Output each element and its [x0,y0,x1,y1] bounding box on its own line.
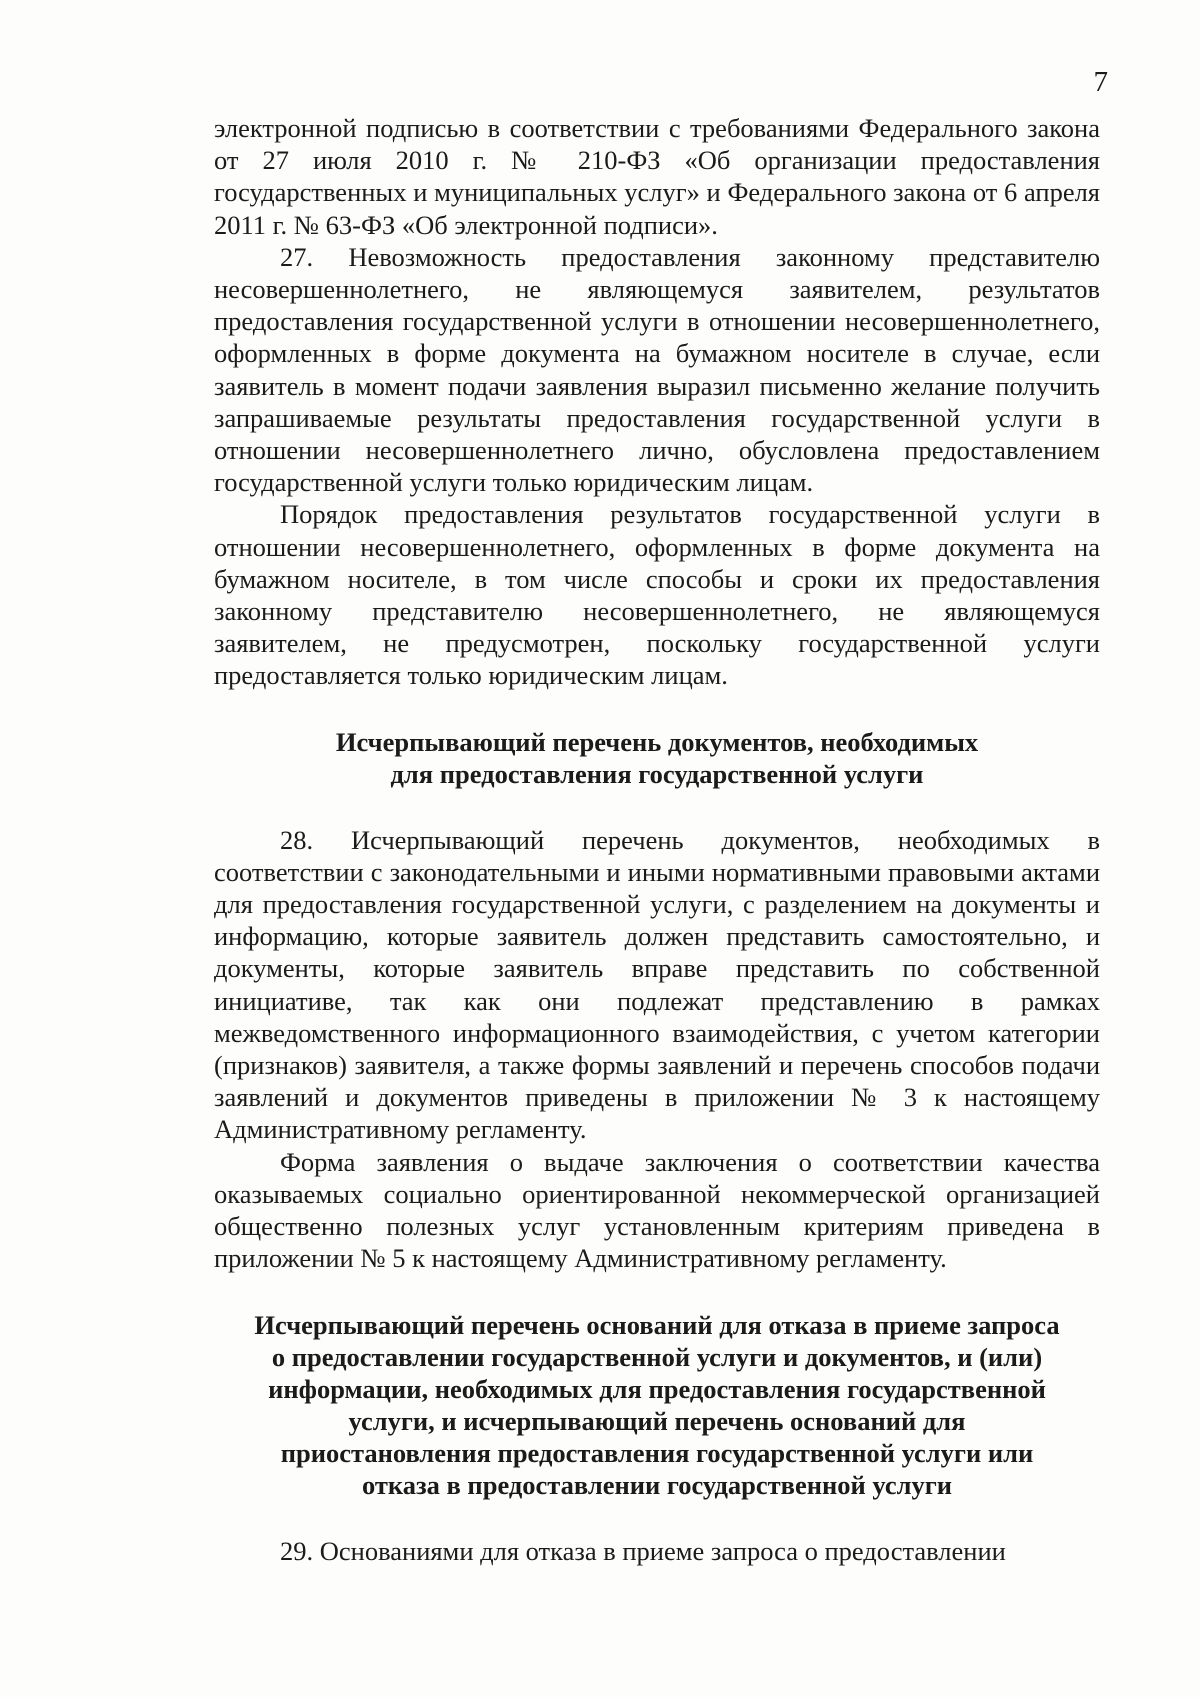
heading-line: приостановления предоставления государственной услуги или [280,1437,1034,1468]
paragraph-item-27: 27. Невозможность предоставления законному представителю несовершеннолетнего, не являющемуся заявителем, результатов предоставления государственной услуги в отношении несовершеннолетнего, оформленных в форме документа на бумажном носителе в случае, если заявитель в момент подачи заявления выразил письменно желание получить запрашиваемые результаты предоставления государственной услуги в отношении несовершеннолетнего лично, обусловлена предоставлением государственной услуги только юридическим лицам. [214,241,1100,498]
paragraph-application-form: Форма заявления о выдаче заключения о соответствии качества оказываемых социально ориентированной некоммерческой организацией общественно полезных услуг установленным критериям приведена в приложении № 5 к настоящему Административному регламенту. [214,1146,1100,1274]
paragraph-item-28: 28. Исчерпывающий перечень документов, необходимых в соответствии с законодательными и иными нормативными правовыми актами для предоставления государственной услуги, с разделением на документы и информацию, которые заявитель должен представить самостоятельно, и документы, которые заявитель вправе представить по собственной инициативе, так как они подлежат представлению в рамках межведомственного информационного взаимодействия, с учетом категории (признаков) заявителя, а также формы заявлений и перечень способов подачи заявлений и документов приведены в приложении № 3 к настоящему Административному регламенту. [214,824,1100,1145]
heading-line: для предоставления государственной услуги [390,758,924,789]
heading-line: отказа в предоставлении государственной услуги [361,1469,953,1500]
heading-line: услуги, и исчерпывающий перечень оснований для [348,1405,966,1436]
section-heading-documents [214,726,1100,790]
heading-line: Исчерпывающий перечень документов, необходимых [335,726,979,757]
page-number: 7 [1093,66,1108,98]
paragraph-procedure: Порядок предоставления результатов государственной услуги в отношении несовершеннолетнего, оформленных в форме документа на бумажном носителе, в том числе способы и сроки их предоставления законному представителю несовершеннолетнего, не являющемуся заявителем, не предусмотрен, поскольку государственной услуги предоставляется только юридическим лицам. [214,499,1100,691]
heading-line: Исчерпывающий перечень оснований для отказа в приеме запроса [254,1309,1060,1340]
heading-line: о предоставлении государственной услуги и документов, и (или) [271,1341,1043,1372]
paragraph-item-29: 29. Основаниями для отказа в приеме запроса о предоставлении [280,1535,1006,1566]
paragraph-continuation: электронной подписью в соответствии с требованиями Федерального закона от 27 июля 2010 г. № 210-ФЗ «Об организации предоставления государственных и муниципальных услуг» и Федерального закона от 6 апреля 2011 г. № 63-ФЗ «Об электронной подписи». [214,113,1100,240]
heading-line: информации, необходимых для предоставления государственной [268,1373,1046,1404]
document-body [214,112,1100,1567]
section-heading-refusal-grounds [214,1309,1100,1501]
